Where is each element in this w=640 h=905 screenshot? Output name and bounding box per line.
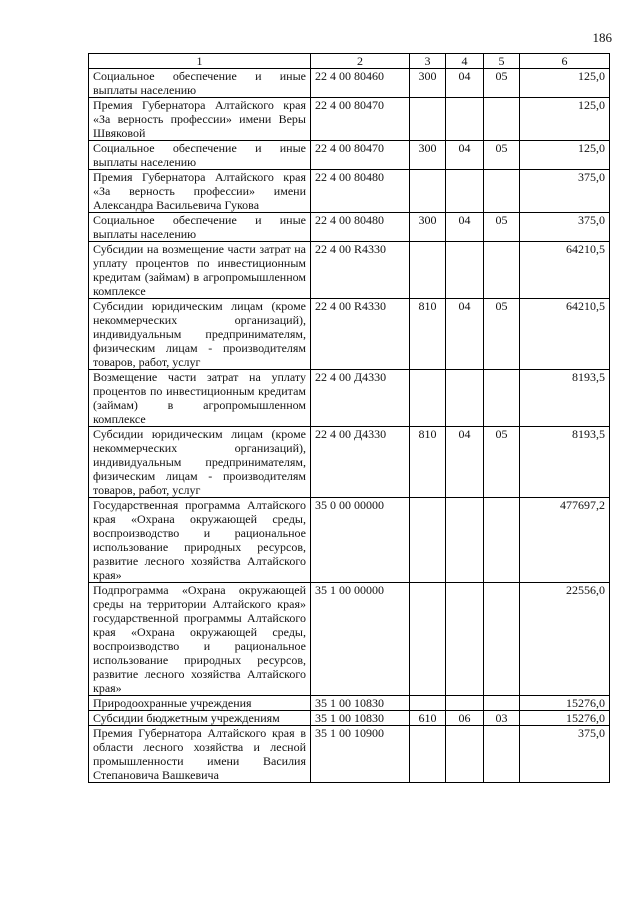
item-amount: 64210,5	[520, 242, 610, 299]
item-subsection	[484, 170, 520, 213]
item-subsection: 03	[484, 711, 520, 726]
column-header: 6	[520, 54, 610, 69]
item-expense-type: 610	[410, 711, 446, 726]
item-amount: 125,0	[520, 141, 610, 170]
item-subsection	[484, 242, 520, 299]
item-section: 04	[446, 69, 484, 98]
item-name: Субсидии юридическим лицам (кроме некоммерческих организаций), индивидуальным предпринимателям, физическим лицам - производителям товаров, работ, услуг	[89, 299, 311, 370]
table-row	[89, 370, 610, 427]
table-row	[89, 69, 610, 98]
item-name: Природоохранные учреждения	[89, 696, 311, 711]
item-expense-type	[410, 170, 446, 213]
item-subsection	[484, 726, 520, 783]
table-row	[89, 498, 610, 583]
item-subsection	[484, 498, 520, 583]
item-name: Субсидии бюджетным учреждениям	[89, 711, 311, 726]
column-header: 4	[446, 54, 484, 69]
item-expense-type: 810	[410, 427, 446, 498]
item-code: 22 4 00 Д4330	[311, 427, 410, 498]
item-section	[446, 498, 484, 583]
item-code: 35 1 00 00000	[311, 583, 410, 696]
table-row	[89, 242, 610, 299]
item-name: Социальное обеспечение и иные выплаты населению	[89, 213, 311, 242]
item-section	[446, 170, 484, 213]
item-expense-type: 810	[410, 299, 446, 370]
table-row	[89, 141, 610, 170]
item-section: 04	[446, 427, 484, 498]
item-subsection: 05	[484, 213, 520, 242]
item-section	[446, 242, 484, 299]
item-amount: 15276,0	[520, 711, 610, 726]
column-header: 3	[410, 54, 446, 69]
table-row	[89, 711, 610, 726]
table-row	[89, 170, 610, 213]
item-section: 04	[446, 299, 484, 370]
item-amount: 8193,5	[520, 370, 610, 427]
item-amount: 15276,0	[520, 696, 610, 711]
table-row	[89, 583, 610, 696]
page-number: 186	[592, 30, 612, 45]
item-section: 06	[446, 711, 484, 726]
table-row	[89, 427, 610, 498]
column-header: 1	[89, 54, 311, 69]
item-code: 22 4 00 80470	[311, 98, 410, 141]
item-subsection	[484, 583, 520, 696]
item-name: Подпрограмма «Охрана окружающей среды на территории Алтайского края» государственной программы Алтайского края «Охрана окружающей среды, воспроизводство и рациональное использование природных ресурсов, развитие лесного хозяйства Алтайского края»	[89, 583, 311, 696]
item-amount: 22556,0	[520, 583, 610, 696]
item-subsection: 05	[484, 299, 520, 370]
item-expense-type: 300	[410, 69, 446, 98]
item-amount: 125,0	[520, 98, 610, 141]
table-row	[89, 299, 610, 370]
item-code: 22 4 00 80470	[311, 141, 410, 170]
item-amount: 375,0	[520, 726, 610, 783]
item-subsection	[484, 98, 520, 141]
item-subsection	[484, 696, 520, 711]
budget-table	[88, 53, 610, 783]
table-row	[89, 696, 610, 711]
item-subsection	[484, 370, 520, 427]
item-name: Возмещение части затрат на уплату процентов по инвестиционным кредитам (займам) в агропромышленном комплексе	[89, 370, 311, 427]
item-name: Субсидии на возмещение части затрат на уплату процентов по инвестиционным кредитам (займам) в агропромышленном комплексе	[89, 242, 311, 299]
item-name: Премия Губернатора Алтайского края «За верность профессии» имени Александра Васильевича Гукова	[89, 170, 311, 213]
item-section	[446, 370, 484, 427]
item-code: 22 4 00 80480	[311, 170, 410, 213]
header-row	[89, 54, 610, 69]
item-name: Социальное обеспечение и иные выплаты населению	[89, 69, 311, 98]
item-name: Государственная программа Алтайского края «Охрана окружающей среды, воспроизводство и рациональное использование природных ресурсов, развитие лесного хозяйства Алтайского края»	[89, 498, 311, 583]
item-subsection: 05	[484, 141, 520, 170]
item-name: Социальное обеспечение и иные выплаты населению	[89, 141, 311, 170]
item-section	[446, 583, 484, 696]
item-code: 35 1 00 10830	[311, 696, 410, 711]
item-amount: 8193,5	[520, 427, 610, 498]
item-amount: 64210,5	[520, 299, 610, 370]
item-code: 22 4 00 80480	[311, 213, 410, 242]
column-header: 2	[311, 54, 410, 69]
item-section: 04	[446, 141, 484, 170]
item-expense-type	[410, 583, 446, 696]
item-name: Премия Губернатора Алтайского края «За верность профессии» имени Веры Швяковой	[89, 98, 311, 141]
item-code: 35 1 00 10830	[311, 711, 410, 726]
item-expense-type	[410, 498, 446, 583]
item-subsection: 05	[484, 69, 520, 98]
item-expense-type: 300	[410, 213, 446, 242]
table-row	[89, 213, 610, 242]
item-code: 35 1 00 10900	[311, 726, 410, 783]
item-code: 35 0 00 00000	[311, 498, 410, 583]
item-expense-type	[410, 98, 446, 141]
item-name: Субсидии юридическим лицам (кроме некоммерческих организаций), индивидуальным предпринимателям, физическим лицам - производителям товаров, работ, услуг	[89, 427, 311, 498]
item-expense-type: 300	[410, 141, 446, 170]
item-code: 22 4 00 80460	[311, 69, 410, 98]
item-expense-type	[410, 370, 446, 427]
table-row	[89, 726, 610, 783]
item-expense-type	[410, 696, 446, 711]
item-amount: 375,0	[520, 170, 610, 213]
item-amount: 125,0	[520, 69, 610, 98]
item-subsection: 05	[484, 427, 520, 498]
table-row	[89, 98, 610, 141]
item-code: 22 4 00 R4330	[311, 242, 410, 299]
item-expense-type	[410, 242, 446, 299]
item-amount: 477697,2	[520, 498, 610, 583]
item-section	[446, 98, 484, 141]
item-section	[446, 696, 484, 711]
item-section: 04	[446, 213, 484, 242]
item-amount: 375,0	[520, 213, 610, 242]
column-header: 5	[484, 54, 520, 69]
item-name: Премия Губернатора Алтайского края в области лесного хозяйства и лесной промышленности имени Василия Степановича Вашкевича	[89, 726, 311, 783]
item-section	[446, 726, 484, 783]
item-expense-type	[410, 726, 446, 783]
item-code: 22 4 00 Д4330	[311, 370, 410, 427]
item-code: 22 4 00 R4330	[311, 299, 410, 370]
